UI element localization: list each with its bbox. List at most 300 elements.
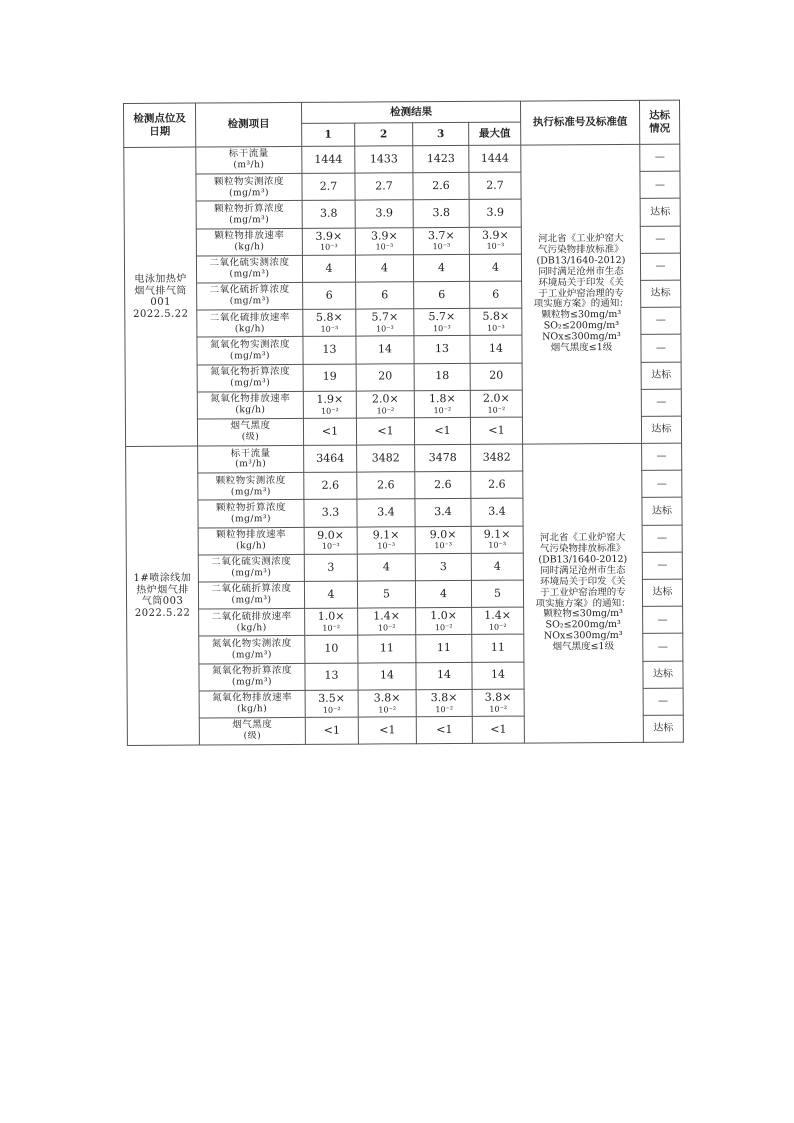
item-unit: (kg/h) (235, 405, 266, 416)
value: 2.6 (377, 478, 395, 492)
value-exponent: 10⁻³ (375, 242, 394, 252)
value-max-cell (471, 471, 523, 499)
value: 2.0× (371, 392, 399, 406)
value-exponent: 10⁻² (487, 405, 506, 415)
value-cell (305, 635, 358, 663)
standard-line: 于工业炉窑治理的专 (538, 287, 624, 300)
value-max-cell (472, 689, 524, 717)
value-exponent: 10⁻³ (432, 242, 451, 252)
value-max-cell (472, 634, 524, 662)
standard-line: NOx≤300mg/m³ (543, 630, 623, 642)
standard-line: (DB13/1640-2012) (538, 553, 628, 566)
status-dash: — (657, 532, 668, 544)
value-exponent: 10⁻² (378, 704, 397, 715)
value-exponent: 10⁻³ (377, 541, 396, 551)
item-name: 氮氧化物排放速率 (212, 692, 293, 704)
value: 6 (438, 287, 446, 301)
value-max-cell (470, 308, 522, 336)
value: 6 (325, 288, 333, 302)
status-cell (640, 171, 680, 198)
standard-line: 颗粒物≤30mg/m³ (543, 608, 623, 620)
value: 3482 (482, 450, 511, 464)
item-name: 二氧化硫折算浓度 (211, 583, 292, 595)
value-max-cell (469, 172, 521, 200)
header-site: 检测点位及日期 (124, 103, 196, 147)
value-exponent: 10⁻³ (488, 541, 507, 551)
item-cell (196, 201, 302, 229)
table-body (124, 144, 684, 746)
value: 3.5× (318, 691, 346, 705)
value-cell (302, 228, 355, 256)
value-exponent: 10⁻³ (486, 242, 505, 252)
item-unit: (级) (243, 731, 262, 742)
status-dash: — (655, 342, 667, 354)
status-cell (641, 362, 681, 389)
value: 5.8× (482, 309, 510, 324)
value-cell (357, 554, 415, 582)
standard-line: 环境局关于印发《关 (538, 276, 624, 289)
value-cell (358, 662, 416, 690)
value-cell (303, 336, 356, 364)
table-row (124, 144, 680, 175)
value: 19 (322, 369, 337, 384)
value: 6 (492, 287, 500, 301)
value: 3.8× (373, 691, 401, 705)
value: 1444 (480, 151, 509, 165)
standard-line: 烟气黑度≤1级 (552, 641, 615, 653)
standard-line: 环境局关于印发《关 (540, 575, 626, 588)
emission-test-table (123, 100, 684, 747)
status-cell (642, 525, 682, 552)
value-cell (355, 227, 413, 255)
value-cell (356, 336, 414, 364)
status-dash: — (656, 478, 667, 490)
value-cell (415, 472, 471, 500)
header-item: 检测项目 (196, 102, 302, 147)
status-cell (640, 144, 680, 171)
item-cell (196, 255, 302, 283)
value-cell (415, 499, 471, 527)
value-cell (303, 391, 356, 419)
item-cell (197, 282, 303, 310)
value-exponent: 10⁻² (433, 405, 452, 415)
value: 4 (327, 587, 335, 601)
header-col-3: 3 (413, 122, 469, 145)
item-unit: (kg/h) (236, 541, 267, 552)
value-cell (355, 200, 413, 228)
value: 1444 (314, 152, 343, 166)
value-exponent: 10⁻³ (320, 243, 338, 253)
value: <1 (434, 423, 451, 437)
value: 9.1× (372, 528, 400, 542)
value: 3.9× (481, 228, 509, 242)
status-dash: — (657, 559, 668, 571)
table-row (126, 443, 682, 474)
standard-line: 气污染物排放标准》 (539, 542, 626, 555)
standard-line: 同时满足沧州市生态 (540, 564, 626, 577)
value: <1 (436, 722, 453, 736)
status-pass: 达标 (650, 206, 671, 218)
item-name: 二氧化硫折算浓度 (209, 284, 290, 296)
item-unit: (mg/m³) (231, 595, 272, 606)
value: 4 (439, 586, 448, 600)
value-cell (302, 255, 355, 283)
value: <1 (379, 723, 396, 737)
status-pass: 达标 (652, 668, 674, 680)
value: 10 (324, 641, 339, 655)
value: <1 (377, 423, 394, 438)
item-cell (198, 445, 304, 473)
value-cell (415, 444, 471, 472)
value-cell (414, 309, 470, 337)
status-cell (640, 253, 680, 280)
header-col-1: 1 (302, 123, 355, 146)
value: 3.3 (321, 505, 340, 519)
status-cell (642, 443, 682, 470)
status-cell (642, 552, 682, 579)
value-cell (356, 418, 414, 446)
value: 1.0× (317, 610, 345, 624)
site-line: 热炉烟气排 (136, 584, 189, 596)
value: 3.4 (434, 505, 452, 519)
site-line: 001 (150, 296, 172, 308)
status-cell (642, 579, 682, 606)
value: 3.7× (427, 228, 455, 242)
value-exponent: 10⁻² (321, 406, 339, 416)
site-cell (126, 446, 200, 745)
value-exponent: 10⁻³ (320, 324, 339, 334)
value-cell (357, 499, 415, 527)
value-cell (358, 608, 416, 636)
value-exponent: 10⁻² (322, 623, 341, 633)
value: 1.0× (430, 609, 458, 623)
status-cell (643, 661, 683, 688)
item-cell (198, 554, 304, 582)
value: 2.6 (488, 477, 506, 491)
value: 13 (324, 669, 339, 683)
site-line: 2022.5.22 (133, 308, 189, 320)
status-pass: 达标 (651, 505, 673, 517)
value-max-cell (471, 553, 523, 581)
value: 1433 (369, 152, 398, 166)
value-max-cell (472, 716, 524, 744)
value: <1 (490, 722, 507, 736)
value: 13 (322, 342, 337, 356)
status-dash: — (655, 260, 666, 272)
value: 3.4 (488, 504, 506, 518)
value-cell (413, 227, 469, 255)
value: 3 (327, 560, 335, 574)
item-name: 标干流量 (228, 148, 269, 160)
status-dash: — (655, 315, 666, 327)
value-exponent: 10⁻² (322, 705, 341, 715)
standard-line: 河北省《工业炉窑大 (539, 531, 626, 544)
item-unit: (mg/m³) (232, 677, 273, 688)
item-cell (197, 364, 303, 392)
header-col-2: 2 (355, 123, 413, 146)
value-cell (303, 282, 356, 310)
value-cell (413, 173, 469, 201)
site-line: 1#喷涂线加 (133, 572, 192, 585)
value-exponent: 10⁻³ (376, 324, 394, 334)
value: 4 (382, 559, 390, 573)
value-exponent: 10⁻² (488, 622, 507, 632)
value-cell (357, 526, 415, 554)
status-dash: — (654, 179, 666, 191)
item-unit: (mg/m³) (229, 269, 270, 280)
item-cell (196, 174, 302, 202)
value: 5.7× (428, 310, 456, 324)
value: 3.9× (315, 229, 343, 243)
status-dash: — (657, 614, 668, 626)
value: 1.9× (316, 392, 344, 406)
value-cell (415, 526, 471, 554)
value-max-cell (469, 145, 521, 173)
value-exponent: 10⁻² (377, 623, 396, 633)
item-cell (197, 418, 303, 446)
status-pass: 达标 (650, 287, 671, 300)
status-pass: 达标 (651, 423, 672, 435)
value: 2.6 (432, 178, 450, 193)
status-cell (641, 416, 681, 443)
value-max-cell (470, 390, 522, 418)
value-max-cell (471, 499, 523, 527)
value-cell (304, 445, 357, 473)
value-exponent: 10⁻³ (434, 541, 453, 551)
item-cell (199, 636, 305, 664)
item-unit: (mg/m³) (230, 486, 271, 497)
value: 3.9 (486, 205, 504, 219)
value: 18 (435, 369, 450, 383)
value-cell (413, 200, 469, 228)
standard-line: SO₂≤200mg/m³ (543, 320, 620, 332)
value: 14 (377, 342, 393, 356)
value-max-cell (469, 254, 521, 282)
value-cell (416, 662, 472, 690)
standard-line: 于工业炉窑治理的专 (540, 586, 626, 599)
value: <1 (321, 424, 339, 438)
status-dash: — (657, 641, 668, 653)
item-name: 氮氧化物折算浓度 (210, 365, 291, 378)
standard-line: 颗粒物≤30mg/m³ (541, 309, 622, 321)
item-name: 颗粒物折算浓度 (214, 202, 285, 215)
value-max-cell (472, 607, 524, 635)
value: 2.6 (434, 478, 452, 492)
value-cell (414, 390, 470, 418)
value-cell (304, 554, 357, 582)
value: 14 (488, 341, 504, 355)
value-cell (414, 417, 470, 445)
value-exponent: 10⁻² (435, 704, 454, 714)
status-pass: 达标 (653, 722, 674, 735)
standard-line: 气污染物排放标准》 (538, 243, 624, 256)
value: 3.9× (370, 229, 398, 243)
standard-line: NOx≤300mg/m³ (542, 331, 621, 343)
value-cell (416, 608, 472, 636)
value: 11 (490, 640, 505, 654)
value-max-cell (472, 662, 524, 690)
value: 2.7 (319, 179, 338, 193)
header-col-max: 最大值 (469, 122, 521, 145)
value-cell (304, 527, 357, 555)
value-cell (416, 689, 472, 717)
value: <1 (323, 723, 340, 737)
value: 1.4× (484, 608, 512, 623)
item-cell (199, 690, 305, 718)
status-cell (641, 334, 681, 361)
value: 20 (489, 368, 504, 383)
value: 5.8× (315, 310, 343, 325)
value: 2.7 (486, 178, 504, 192)
site-line: 气筒003 (141, 595, 184, 607)
value: 3.9 (375, 206, 393, 220)
item-unit: (mg/m³) (230, 350, 271, 362)
value-exponent: 10⁻³ (487, 323, 505, 333)
status-cell (643, 633, 683, 660)
value-max-cell (471, 444, 523, 472)
item-unit: (mg/m³) (231, 568, 272, 579)
item-unit: (kg/h) (234, 242, 265, 253)
value-cell (414, 281, 470, 309)
value-max-cell (469, 227, 521, 255)
item-cell (196, 146, 302, 174)
item-name: 颗粒物折算浓度 (215, 501, 287, 514)
value: 3.8× (484, 690, 512, 704)
value: 2.7 (375, 179, 393, 193)
value: 3.8 (319, 206, 338, 220)
item-unit: (kg/h) (234, 323, 265, 334)
value-max-cell (470, 363, 522, 391)
status-dash: — (655, 233, 666, 245)
value-cell (305, 717, 358, 745)
value-cell (413, 254, 469, 282)
item-name: 氮氧化物折算浓度 (211, 664, 293, 677)
standard-line: 烟气黑度≤1级 (550, 342, 613, 354)
value: 2.6 (321, 478, 340, 492)
item-unit: (mg/m³) (231, 649, 272, 661)
value: 5.7× (371, 310, 399, 324)
item-cell (198, 527, 304, 555)
item-name: 烟气黑度 (230, 420, 271, 432)
item-unit: (m³/h) (235, 459, 267, 470)
value-cell (358, 717, 416, 745)
item-unit: (mg/m³) (229, 187, 270, 198)
value: 1.8× (428, 391, 456, 405)
standard-line: (DB13/1640-2012) (536, 254, 626, 267)
item-unit: (kg/h) (236, 622, 267, 633)
value-max-cell (470, 335, 522, 363)
item-cell (199, 663, 305, 691)
item-unit: (mg/m³) (230, 377, 271, 389)
value-cell (355, 146, 413, 174)
value: 11 (379, 641, 394, 655)
value-cell (413, 145, 469, 173)
status-cell (641, 307, 681, 334)
value-cell (356, 363, 414, 391)
item-cell (197, 310, 303, 338)
value-cell (302, 146, 355, 174)
value: 2.0× (482, 391, 510, 405)
status-cell (643, 715, 683, 742)
status-cell (642, 498, 682, 525)
status-cell (640, 226, 680, 253)
standard-cell (523, 443, 644, 743)
item-unit: (mg/m³) (229, 296, 270, 307)
status-pass: 达标 (652, 586, 673, 599)
status-dash: — (658, 695, 669, 707)
value-max-cell (470, 281, 522, 309)
value-cell (358, 689, 416, 717)
item-name: 烟气黑度 (232, 719, 273, 731)
value: 5 (382, 587, 391, 601)
value: 3482 (371, 451, 400, 465)
value-cell (304, 581, 357, 609)
value-cell (414, 363, 470, 391)
value-cell (355, 173, 413, 201)
item-cell (197, 391, 303, 419)
value-max-cell (471, 526, 523, 554)
status-pass: 达标 (651, 369, 672, 381)
value-cell (357, 472, 415, 500)
value: 3464 (316, 451, 345, 465)
status-dash: — (654, 152, 665, 164)
standard-cell (521, 144, 642, 444)
value-cell (356, 309, 414, 337)
value: 9.0× (317, 528, 345, 542)
item-name: 二氧化硫实测浓度 (211, 556, 292, 568)
value-cell (357, 445, 415, 473)
value: 14 (436, 668, 452, 682)
value-cell (303, 364, 356, 392)
value-cell (303, 309, 356, 337)
item-cell (197, 337, 303, 365)
value-cell (305, 663, 358, 691)
value: 3.8 (432, 206, 450, 220)
value-cell (302, 173, 355, 201)
item-name: 二氧化硫排放速率 (209, 311, 290, 324)
value-cell (416, 716, 472, 744)
value-cell (357, 581, 415, 609)
standard-line: 项实施方案》的通知： (533, 298, 629, 310)
value: 3.8× (430, 690, 458, 705)
value: 5 (493, 586, 502, 600)
item-unit: (mg/m³) (231, 513, 272, 525)
value: 3478 (428, 450, 457, 464)
site-line: 烟气排气筒 (134, 285, 187, 297)
value-exponent: 10⁻² (376, 405, 395, 415)
status-dash: — (656, 451, 667, 463)
value: 20 (378, 369, 393, 383)
value: 9.1× (483, 527, 511, 541)
value-cell (302, 200, 355, 228)
item-name: 颗粒物实测浓度 (213, 175, 285, 188)
header-results: 检测结果 (301, 101, 520, 123)
value-cell (304, 500, 357, 528)
value: 1423 (426, 151, 455, 165)
value-exponent: 10⁻² (489, 704, 508, 714)
value-cell (356, 282, 414, 310)
item-cell (199, 717, 305, 745)
value: 4 (491, 260, 500, 274)
value: 3.4 (377, 505, 395, 519)
value: <1 (488, 423, 505, 437)
standard-line: 同时满足沧州市生态 (538, 265, 624, 278)
item-name: 颗粒物实测浓度 (215, 474, 286, 487)
item-unit: (级) (241, 432, 260, 443)
status-dash: — (656, 396, 667, 408)
value-max-cell (471, 580, 523, 608)
value: 9.0× (429, 527, 457, 541)
